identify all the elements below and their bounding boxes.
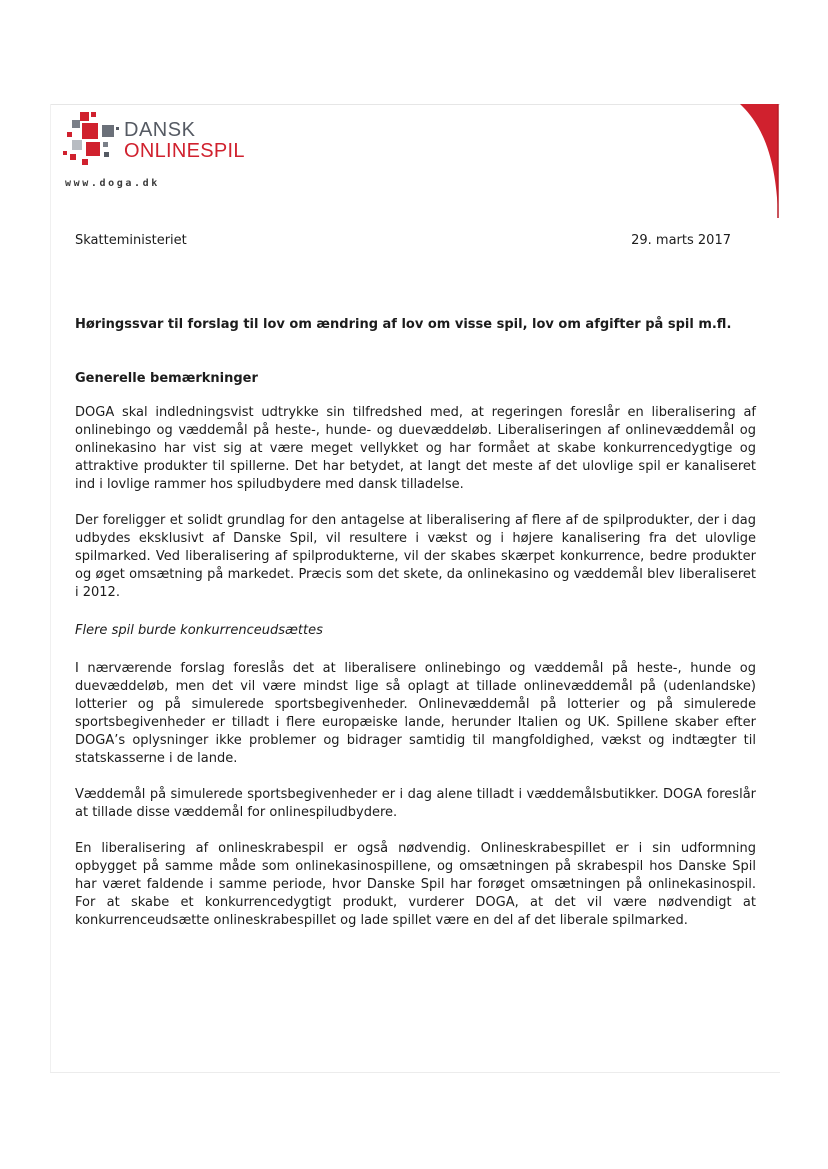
section-heading-general: Generelle bemærkninger <box>75 371 258 386</box>
paragraph: Væddemål på simulerede sportsbegivenheder er i dag alene tilladt i væddemålsbutikker. DOGA foreslår at tillade disse væddemål for onlinespiludbydere. <box>75 787 756 820</box>
logo-text-dansk: DANSK <box>124 119 196 141</box>
section-heading-more-games: Flere spil burde konkurrenceudsættes <box>75 623 323 638</box>
page-border-bottom <box>50 1072 780 1073</box>
paragraph: I nærværende forslag foreslås det at liberalisere onlinebingo og væddemål på heste-, hunde og duevæddeløb, men det vil være mindst lige så oplagt at tillade onlinevæddemål på (udenlandske) lotterier og på simulerede sportsbegivenheder. Onlinevæddemål på lotterier og på simulerede sportsbegivenheder er tilladt i flere europæiske lande, herunder Italien og UK. Spillene skaber efter DOGA’s oplysninger ikke problemer og bidrager samtidig til mangfoldighed, vækst og indtægter til statskasserne i de lande. <box>75 661 756 766</box>
subject-line: Høringssvar til forslag til lov om ændring af lov om visse spil, lov om afgifter på spil m.fl. <box>75 317 732 332</box>
page-border-top <box>50 104 780 105</box>
logo-squares-icon <box>58 108 122 170</box>
red-corner-fold-icon <box>738 100 788 220</box>
recipient: Skatteministeriet <box>75 233 187 248</box>
page-border-left <box>50 104 51 1072</box>
paragraph: DOGA skal indledningsvist udtrykke sin tilfredshed med, at regeringen foreslår en liberalisering af onlinebingo og væddemål på heste-, hunde- og duevæddeløb. Liberaliseringen af onlinevæddemål og onlinekasino har vist sig at være meget vellykket og har formået at skabe konkurrencedygtige og attraktive produkter til spillerne. Det har betydet, at langt det meste af det ulovlige spil er kanaliseret ind i lovlige rammer hos spiludbydere med dansk tilladelse. <box>75 405 756 492</box>
letter-date: 29. marts 2017 <box>631 233 731 248</box>
website-url: www.doga.dk <box>65 178 160 189</box>
letter-body <box>75 316 756 930</box>
paragraph: En liberalisering af onlineskrabespil er også nødvendig. Onlineskrabespillet er i sin udformning opbygget på samme måde som onlinekasinospillene, og omsætningen på skrabespil hos Danske Spil har været faldende i samme periode, hvor Danske Spil har forøget omsætningen på onlinekasinospil. For at skabe et konkurrencedygtigt produkt, vurderer DOGA, at det vil være nødvendigt at konkurrenceudsætte onlineskrabespillet og lade spillet være en del af det liberale spilmarked. <box>75 841 756 928</box>
paragraph: Der foreligger et solidt grundlag for den antagelse at liberalisering af flere af de spilprodukter, der i dag udbydes eksklusivt af Danske Spil, vil resultere i vækst og i højere kanalisering fra det ulovlige spilmarked. Ved liberalisering af spilprodukterne, vil der skabes skærpet konkurrence, bedre produkter og øget omsætning på markedet. Præcis som det skete, da onlinekasino og væddemål blev liberaliseret i 2012. <box>75 513 756 600</box>
logo-text-onlinespil: ONLINESPIL <box>124 140 245 162</box>
